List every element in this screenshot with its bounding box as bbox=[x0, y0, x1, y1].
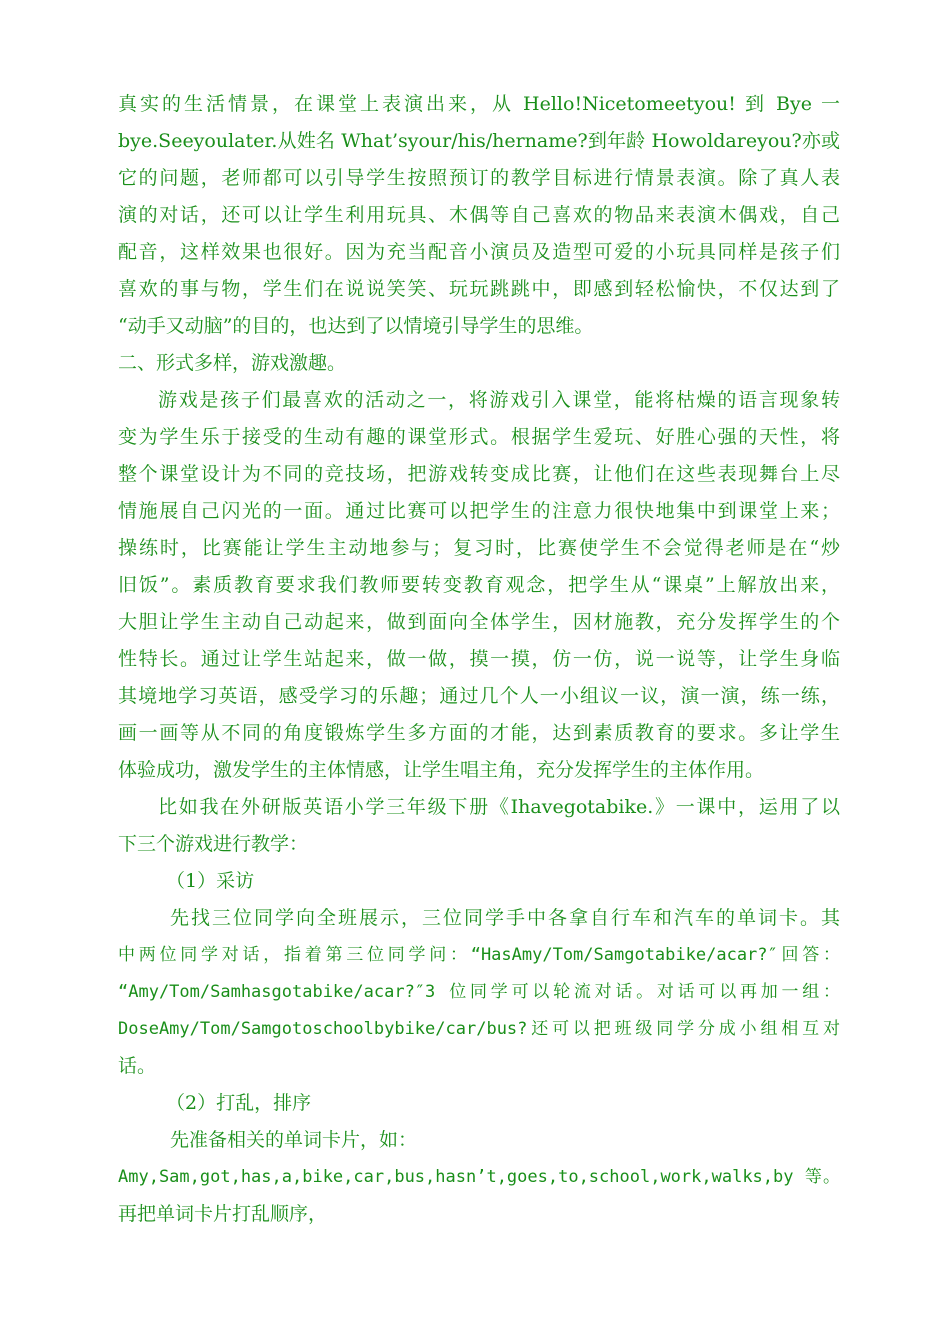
text-line: 演的对话，还可以让学生利用玩具、木偶等自己喜欢的物品来表演木偶戏，自己 bbox=[118, 204, 840, 226]
text-line: “Amy/Tom/Samhasgotabike/acar?″3 位同学可以轮流对话。对话可以再加一组： bbox=[118, 982, 840, 1002]
text-line: DoseAmy/Tom/Samgotoschoolbybike/car/bus?还可以把班级同学分成小组相互对 bbox=[118, 1019, 840, 1039]
text-line: 再把单词卡片打乱顺序， bbox=[118, 1203, 328, 1225]
text-line: 中两位同学对话，指着第三位同学问：“HasAmy/Tom/Samgotabike/acar?″回答： bbox=[118, 945, 840, 965]
text-line: bye.Seeyoulater.从姓名 What’syour/his/hername?到年龄 Howoldareyou?亦或 bbox=[118, 130, 840, 152]
subsection-heading: （2）打乱，排序 bbox=[166, 1092, 312, 1114]
text-line: 体验成功，激发学生的主体情感，让学生唱主角，充分发挥学生的主体作用。 bbox=[118, 759, 765, 781]
text-line: 性特长。通过让学生站起来，做一做，摸一摸，仿一仿，说一说等，让学生身临 bbox=[118, 648, 840, 670]
text-line: 画一画等从不同的角度锻炼学生多方面的才能，达到素质教育的要求。多让学生 bbox=[118, 722, 840, 744]
text-line: 操练时，比赛能让学生主动地参与；复习时，比赛使学生不会觉得老师是在“炒 bbox=[118, 537, 840, 559]
text-line: 比如我在外研版英语小学三年级下册《Ihavegotabike.》一课中，运用了以 bbox=[158, 796, 840, 818]
document-body bbox=[118, 86, 840, 1233]
text-line: 整个课堂设计为不同的竞技场，把游戏转变成比赛，让他们在这些表现舞台上尽 bbox=[118, 463, 840, 485]
text-line: Amy,Sam,got,has,a,bike,car,bus,hasn’t,goes,to,school,work,walks,by 等。 bbox=[118, 1167, 840, 1187]
text-line: 喜欢的事与物，学生们在说说笑笑、玩玩跳跳中，即感到轻松愉快，不仅达到了 bbox=[118, 278, 840, 300]
text-line: 大胆让学生主动自己动起来，做到面向全体学生，因材施教，充分发挥学生的个 bbox=[118, 611, 840, 633]
text-line: 变为学生乐于接受的生动有趣的课堂形式。根据学生爱玩、好胜心强的天性，将 bbox=[118, 426, 840, 448]
subsection-heading: （1）采访 bbox=[166, 870, 255, 892]
text-line: 它的问题，老师都可以引导学生按照预订的教学目标进行情景表演。除了真人表 bbox=[118, 167, 840, 189]
text-line: 配音，这样效果也很好。因为充当配音小演员及造型可爱的小玩具同样是孩子们 bbox=[118, 241, 840, 263]
text-line: 先准备相关的单词卡片，如： bbox=[170, 1129, 418, 1151]
text-line: 情施展自己闪光的一面。通过比赛可以把学生的注意力很快地集中到课堂上来； bbox=[118, 500, 840, 522]
text-line: 先找三位同学向全班展示，三位同学手中各拿自行车和汽车的单词卡。其 bbox=[170, 907, 840, 929]
text-line: 话。 bbox=[118, 1055, 157, 1077]
text-line: 旧饭”。素质教育要求我们教师要转变教育观念，把学生从“课桌”上解放出来， bbox=[118, 574, 840, 596]
text-line: 下三个游戏进行教学： bbox=[118, 833, 309, 855]
text-line: 其境地学习英语，感受学习的乐趣；通过几个人一小组议一议，演一演，练一练， bbox=[118, 685, 840, 707]
text-line: 游戏是孩子们最喜欢的活动之一，将游戏引入课堂，能将枯燥的语言现象转 bbox=[158, 389, 840, 411]
text-line: 真实的生活情景，在课堂上表演出来，从 Hello!Nicetomeetyou! 到 Bye 一 bbox=[118, 93, 840, 115]
section-heading: 二、形式多样，游戏激趣。 bbox=[118, 352, 347, 374]
text-line: “动手又动脑”的目的，也达到了以情境引导学生的思维。 bbox=[118, 315, 594, 337]
